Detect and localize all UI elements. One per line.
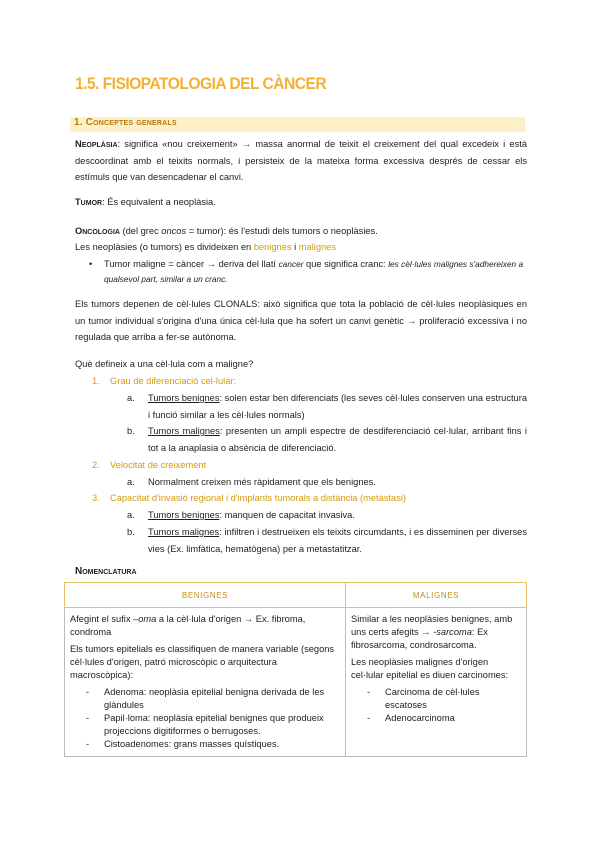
nomenclatura-heading: Nomenclatura	[75, 566, 137, 577]
sub-letter: a.	[127, 393, 135, 403]
text-span: Similar a les neoplàsies benignes, amb uns certs afegits →	[351, 614, 513, 637]
column-header-malignes: MALIGNES	[346, 583, 527, 608]
sub-item	[127, 474, 527, 491]
bullet-list	[82, 257, 527, 287]
neoplasia-label: Neoplàsia	[75, 139, 118, 149]
neoplasia-text: : significa «nou creixement» → massa anormal de teixit el creixement del qual excedeix i està descoordinat amb el teixits normals, i persisteix de la mateixa forma excessiva després de cessar els estímuls que van desencadenar el canvi.	[75, 139, 527, 182]
oncologia-label: Oncologia	[75, 226, 120, 236]
text-span: a la cèl·lula d'origen → Ex. fibroma, condroma	[70, 614, 306, 637]
list-item: - Adenocarcinoma	[351, 712, 521, 725]
nomenclature-table	[64, 582, 527, 757]
sub-text: Normalment creixen més ràpidament que els benignes.	[148, 477, 376, 487]
oncologia-greek: oncos	[161, 226, 187, 236]
question-text: Què defineix a una cèl·lula com a maligne?	[75, 359, 254, 369]
column-header-benignes: BENIGNES	[65, 583, 346, 608]
malignes-list	[351, 686, 521, 725]
neoplasia-paragraph	[75, 136, 527, 186]
benignes-epithelial-text: Els tumors epitelials es classifiquen de manera variable (segons cèl·lules d'origen, patró microscòpic o arquitectura macroscòpica):	[70, 644, 335, 680]
sub-term: Tumors benignes	[148, 510, 220, 520]
benignes-list	[70, 686, 340, 751]
sub-term: Tumors malignes	[148, 426, 220, 436]
section-header-bar	[70, 117, 525, 132]
division-paragraph	[75, 239, 527, 256]
criteria-item	[92, 457, 206, 473]
sub-text: : manquen de capacitat invasiva.	[219, 510, 355, 520]
sub-term: Tumors malignes	[148, 527, 220, 537]
benignes-term: benignes	[253, 242, 292, 252]
criteria-item	[92, 490, 406, 506]
malignes-epithelial-text: Les neoplàsies malignes d'origen cel·lular epitelial es diuen carcinomes:	[351, 657, 509, 680]
sub-item	[127, 507, 527, 524]
sub-text: : infiltren i destrueixen els teixits circumdants, i es disseminen per diverses vies (Ex. limfàtica, hematògena) per a metastatitzar.	[148, 527, 527, 554]
latin-term: cancer	[278, 259, 304, 269]
text-span: : Ex fibrosarcoma, condrosarcoma.	[351, 627, 488, 650]
sub-item	[127, 524, 527, 557]
section-heading: 1. Conceptes generals	[74, 117, 177, 128]
sub-letter: a.	[127, 477, 135, 487]
sub-term: Tumors benignes	[148, 393, 220, 403]
criteria-label: Velocitat de creixement	[110, 460, 207, 470]
oncologia-paragraph	[75, 223, 527, 240]
table-header-row	[65, 583, 527, 608]
division-text-1: Les neoplàsies (o tumors) es divideixen en	[75, 242, 254, 252]
sub-text: : solen estar ben diferenciats (les seves cèl·lules conserven una estructura i funció similar a les cèl·lules normals)	[148, 393, 527, 420]
division-text-2: i	[291, 242, 299, 252]
criteria-number: 2.	[92, 460, 100, 470]
tumor-text: : És equivalent a neoplàsia.	[102, 197, 216, 207]
clonals-paragraph: Els tumors depenen de cèl·lules CLONALS: això significa que tota la població de cèl·lules neoplàsiques en un tumor individual s'origina d'una única cèl·lula que ha sofert un canvi genètic → proliferació excessiva i no regulada que arriba a fer-se autònoma.	[75, 299, 527, 342]
tumor-label: Tumor	[75, 197, 103, 207]
oncologia-text-1: (del grec	[119, 226, 162, 236]
suffix-term: -sarcoma	[433, 627, 472, 637]
malignes-suffix-text	[351, 613, 521, 652]
bullet-text-2: que significa cranc:	[303, 259, 389, 269]
sub-letter: b.	[127, 527, 135, 537]
sub-text: : presenten un ampli espectre de desdiferenciació cel·lular, arribant fins i tot a la anaplasia o absència de diferenciació.	[148, 426, 527, 453]
list-item: - Papil·loma: neoplàsia epitelial benignes que produeix projeccions digitiformes o berrugoses.	[70, 712, 340, 738]
criteria-number: 1.	[92, 376, 100, 386]
sub-item	[127, 390, 527, 423]
bullet-italic: les cèl·lules malignes s'adhereixen a qualsevol part, similar a un cranc.	[104, 259, 524, 284]
bullet-text-1: Tumor maligne = càncer → deriva del llatí	[104, 259, 279, 269]
criteria-item	[92, 373, 236, 389]
sub-item	[127, 423, 527, 456]
text-span: Afegint el sufix	[70, 614, 134, 624]
benignes-suffix-text	[70, 613, 340, 639]
suffix-term: –oma	[133, 614, 157, 624]
malignes-cell	[346, 608, 527, 757]
list-item: - Cistoadenomes: grans masses quístiques.	[70, 738, 340, 751]
criteria-label: Capacitat d'invasió regional i d'implants tumorals a distància (metàstasi)	[110, 493, 407, 503]
page-title: 1.5. FISIOPATOLOGIA DEL CÀNCER	[75, 74, 327, 93]
list-item: - Adenoma: neoplàsia epitelial benigna derivada de les glàndules	[70, 686, 340, 712]
table-row	[65, 608, 527, 757]
sub-letter: a.	[127, 510, 135, 520]
malignes-term: malignes	[298, 242, 337, 252]
oncologia-text-2: = tumor): és l'estudi dels tumors o neoplàsies.	[186, 226, 378, 236]
list-item	[82, 257, 527, 287]
sub-letter: b.	[127, 426, 135, 436]
criteria-label: Grau de diferenciació cel·lular:	[110, 376, 237, 386]
list-item: - Carcinoma de cèl·lules escatoses	[351, 686, 521, 712]
tumor-paragraph	[75, 194, 527, 211]
criteria-number: 3.	[92, 493, 100, 503]
benignes-cell	[65, 608, 346, 757]
